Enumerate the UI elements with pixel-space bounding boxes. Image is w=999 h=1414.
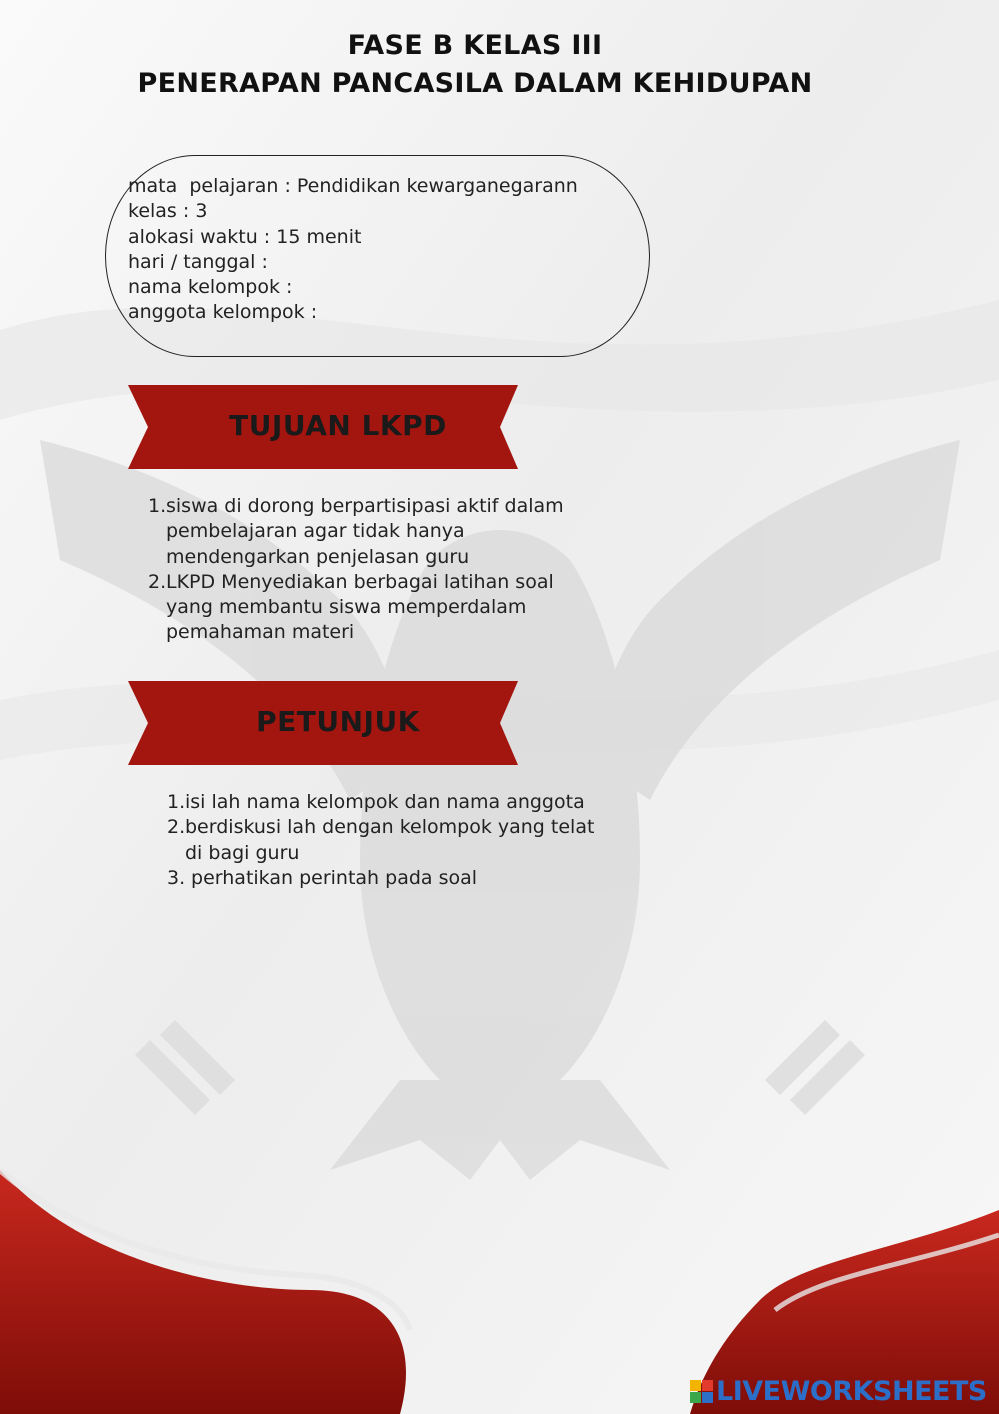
class-line: kelas : 3 [128, 200, 208, 223]
list-number: 3. [167, 866, 186, 889]
tujuan-list [148, 494, 588, 646]
worksheet-title: FASE B KELAS III [347, 30, 603, 61]
identity-fields [128, 174, 578, 326]
group-members-line: anggota kelompok : [128, 301, 318, 324]
logo-text: LIVEWORKSHEETS [716, 1375, 987, 1407]
subject-line: mata pelajaran : Pendidikan kewarganegarann [128, 175, 578, 197]
worksheet-subtitle: PENERAPAN PANCASILA DALAM KEHIDUPAN [137, 68, 813, 99]
list-item [148, 494, 588, 570]
list-number: 2. [148, 570, 167, 593]
tujuan-heading: TUJUAN LKPD [229, 409, 447, 442]
group-name-line: nama kelompok : [128, 276, 293, 299]
tujuan-banner [128, 385, 518, 469]
list-item [167, 815, 607, 866]
list-text: LKPD Menyediakan berbagai latihan soal yang membantu siswa memperdalam pemahaman materi [166, 570, 554, 644]
liveworksheets-logo[interactable] [690, 1376, 987, 1406]
list-text: berdiskusi lah dengan kelompok yang telat di bagi guru [185, 816, 595, 864]
list-text: siswa di dorong berpartisipasi aktif dalam pembelajaran agar tidak hanya mendengarkan penjelasan guru [166, 495, 564, 568]
time-allocation-line: alokasi waktu : 15 menit [128, 225, 362, 248]
list-number: 1. [167, 791, 186, 813]
date-line: hari / tanggal : [128, 250, 268, 273]
list-text: isi lah nama kelompok dan nama anggota [185, 791, 585, 813]
petunjuk-heading: PETUNJUK [256, 705, 420, 738]
list-number: 2. [167, 816, 186, 839]
list-number: 1. [148, 495, 167, 517]
petunjuk-banner [128, 681, 518, 765]
list-text: perhatikan perintah pada soal [185, 866, 478, 889]
liveworksheets-logo-icon [690, 1380, 713, 1403]
petunjuk-list [167, 790, 607, 891]
list-item [148, 570, 588, 646]
list-item [167, 790, 607, 815]
list-item [167, 866, 607, 891]
